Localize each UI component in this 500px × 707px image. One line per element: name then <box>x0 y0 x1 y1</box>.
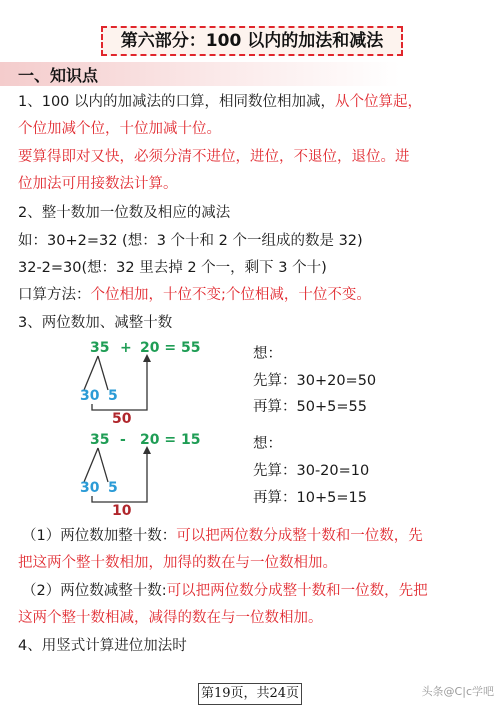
ex1-step-2: 再算：50+5=55 <box>253 399 367 415</box>
note-1-label: （1）两位数加整十数： <box>22 528 177 544</box>
page-number: 第19页，共24页 <box>198 683 302 705</box>
note-2-text: 可以把两位数分成整十数和一位数，先把 <box>166 583 428 599</box>
ex1-tens-part: 30 <box>80 388 100 404</box>
method-label: 口算方法： <box>18 287 91 303</box>
ex2-step-1: 先算：30-20=10 <box>253 463 370 479</box>
watermark: 头条@C|c学吧 <box>421 685 494 698</box>
ex2-tens-part: 30 <box>80 480 100 496</box>
ex1-ones-part: 5 <box>108 388 118 404</box>
paragraph-2-example-2: 32-2=30(想：32 里去掉 2 个一，剩下 3 个十) <box>18 260 327 276</box>
page-title: 第六部分：100 以内的加法和减法 <box>101 26 403 56</box>
paragraph-1-line-4: 位加法可用接数法计算。 <box>18 176 178 192</box>
ex2-equation: 20 = 15 <box>140 432 201 448</box>
paragraph-4-heading: 4、用竖式计算进位加法时 <box>18 638 187 654</box>
note-1-line-1 <box>22 526 423 546</box>
ex1-think: 想： <box>253 346 282 362</box>
ex1-intermediate: 50 <box>112 411 132 427</box>
paragraph-1-line-2: 个位加减个位，十位加减十位。 <box>18 121 221 137</box>
note-2-line-1 <box>22 581 428 601</box>
note-2-label: （2）两位数减整十数: <box>22 583 167 599</box>
method-text: 个位相加，十位不变;个位相减，十位不变。 <box>90 287 371 303</box>
paragraph-1-text: 1、100 以内的加减法的口算，相同数位相加减， <box>18 94 336 110</box>
ex2-step-2: 再算：10+5=15 <box>253 490 367 506</box>
paragraph-2-heading: 2、整十数加一位数及相应的减法 <box>18 205 231 221</box>
ex1-operator: + <box>120 340 132 356</box>
ex1-step-1: 先算：30+20=50 <box>253 373 377 389</box>
paragraph-1-red: 从个位算起， <box>335 94 423 110</box>
ex2-operator: - <box>120 432 126 448</box>
paragraph-2-example-1: 如：30+2=32 (想：3 个十和 2 个一组成的数是 32) <box>18 233 363 249</box>
ex2-top-number: 35 <box>90 432 110 448</box>
note-1-text: 可以把两位数分成整十数和一位数，先 <box>176 528 423 544</box>
paragraph-1-line-3: 要算得即对又快，必须分清不进位，进位，不退位，退位。进 <box>18 149 410 165</box>
ex2-intermediate: 10 <box>112 503 132 519</box>
ex2-think: 想： <box>253 436 282 452</box>
ex1-top-number: 35 <box>90 340 110 356</box>
section-heading: 一、知识点 <box>18 66 99 85</box>
note-1-line-2: 把这两个整十数相加，加得的数在与一位数相加。 <box>18 555 337 571</box>
paragraph-3-heading: 3、两位数加、减整十数 <box>18 315 173 331</box>
ex2-ones-part: 5 <box>108 480 118 496</box>
note-2-line-2: 这两个整十数相减，减得的数在与一位数相加。 <box>18 610 323 626</box>
ex1-equation: 20 = 55 <box>140 340 201 356</box>
